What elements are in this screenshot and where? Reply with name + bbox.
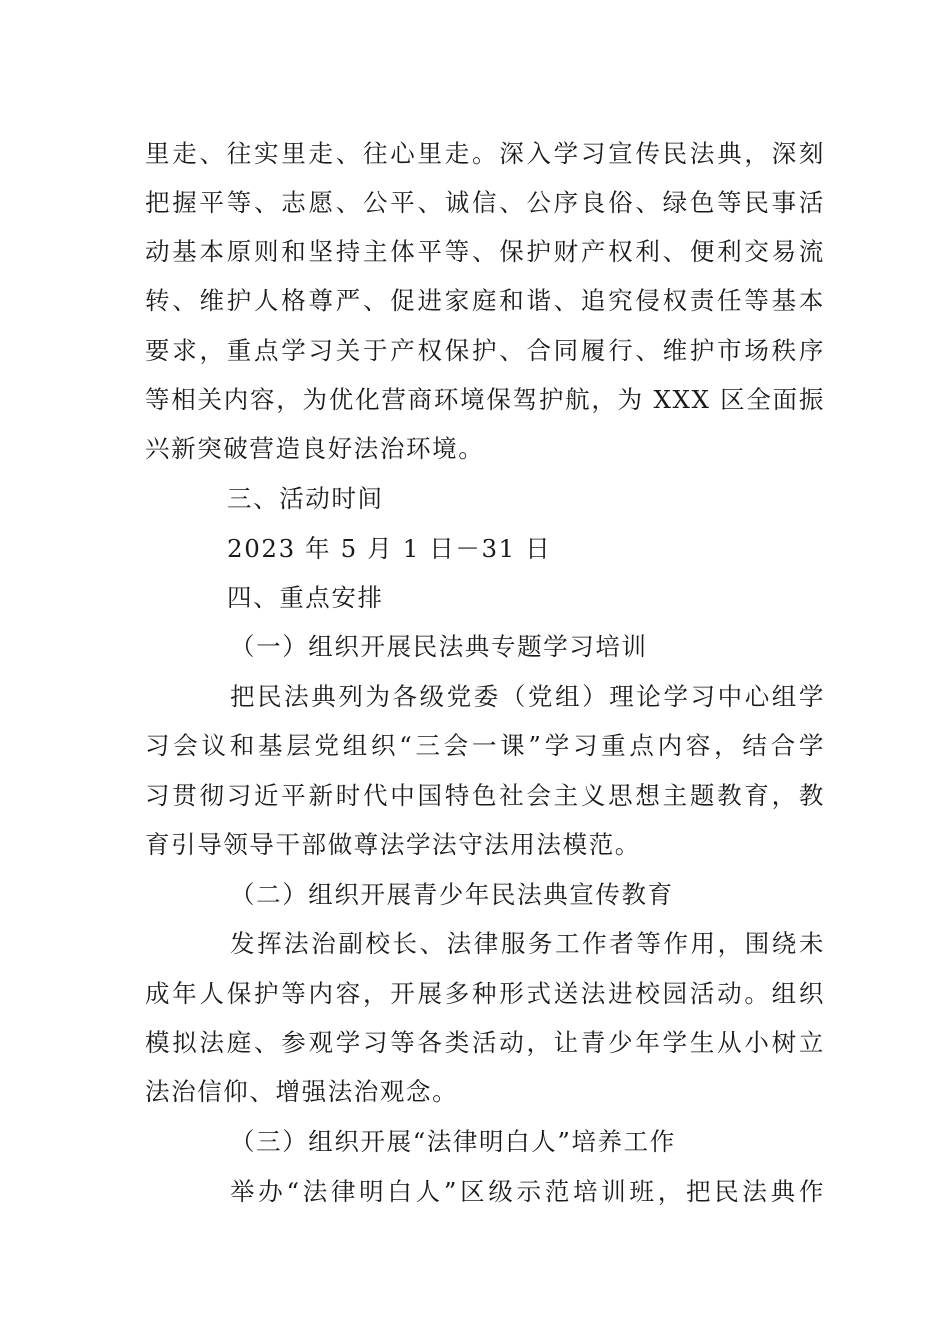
- body-text-line: 习贯彻习近平新时代中国特色社会主义思想主题教育，教: [145, 781, 825, 810]
- subsection-title: （二）组织开展青少年民法典宣传教育: [230, 880, 674, 909]
- body-text-line: 模拟法庭、参观学习等各类活动，让青少年学生从小树立: [145, 1028, 825, 1057]
- body-text-line: 成年人保护等内容，开展多种形式送法进校园活动。组织: [145, 979, 825, 1008]
- subsection-title: （三）组织开展“法律明白人”培养工作: [230, 1127, 676, 1156]
- body-text-line: 把握平等、志愿、公平、诚信、公序良俗、绿色等民事活: [145, 188, 825, 217]
- body-text-line: 动基本原则和坚持主体平等、保护财产权利、便利交易流: [145, 237, 825, 266]
- body-text-line: 习会议和基层党组织“三会一课”学习重点内容，结合学: [145, 731, 825, 760]
- section-heading-activity-time: 三、活动时间: [227, 484, 384, 513]
- body-text-line: 要求，重点学习关于产权保护、合同履行、维护市场秩序: [145, 336, 825, 365]
- body-text-line: 兴新突破营造良好法治环境。: [145, 434, 485, 463]
- body-text-line: 发挥法治副校长、法律服务工作者等作用，围绕未: [230, 929, 825, 958]
- body-text-line: 里走、往实里走、往心里走。深入学习宣传民法典，深刻: [145, 139, 825, 168]
- body-text-line: 育引导领导干部做尊法学法守法用法模范。: [145, 830, 641, 859]
- body-text-line: 法治信仰、增强法治观念。: [145, 1077, 459, 1106]
- section-heading-key-arrangements: 四、重点安排: [227, 583, 384, 612]
- body-text-line: 把民法典列为各级党委（党组）理论学习中心组学: [230, 682, 825, 711]
- body-text-line: 举办“法律明白人”区级示范培训班，把民法典作: [230, 1177, 825, 1206]
- body-text-line: 等相关内容，为优化营商环境保驾护航，为 XXX 区全面振: [145, 385, 825, 414]
- body-text-line: 转、维护人格尊严、促进家庭和谐、追究侵权责任等基本: [145, 286, 825, 315]
- activity-date: 2023 年 5 月 1 日－31 日: [227, 534, 552, 563]
- subsection-title: （一）组织开展民法典专题学习培训: [230, 632, 648, 661]
